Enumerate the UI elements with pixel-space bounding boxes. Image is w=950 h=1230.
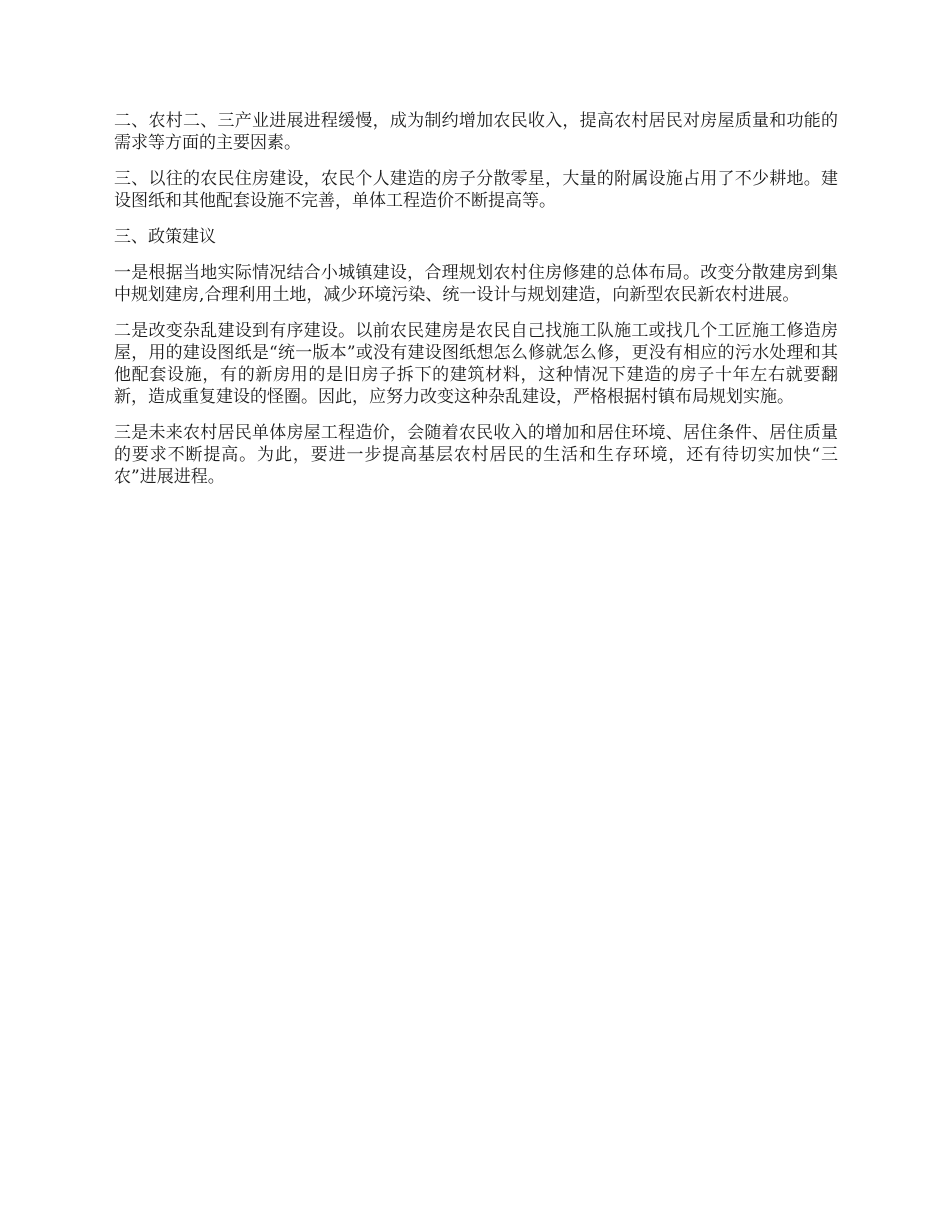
paragraph-suggestion-three: 三是未来农村居民单体房屋工程造价，会随着农民收入的增加和居住环境、居住条件、居住质量的要求不断提高。为此，要进一步提高基层农村居民的生活和生存环境，还有待切实加快“三农”进展进程。 <box>114 423 838 487</box>
paragraph-housing-construction: 三、以往的农民住房建设，农民个人建造的房子分散零星，大量的附属设施占用了不少耕地。建设图纸和其他配套设施不完善，单体工程造价不断提高等。 <box>114 169 838 211</box>
paragraph-suggestion-two: 二是改变杂乱建设到有序建设。以前农民建房是农民自己找施工队施工或找几个工匠施工修造房屋，用的建设图纸是“统一版本”或没有建设图纸想怎么修就怎么修，更没有相应的污水处理和其他配套设施，有的新房用的是旧房子拆下的建筑材料，这种情况下建造的房子十年左右就要翻新，造成重复建设的怪圈。因此，应努力改变这种杂乱建设，严格根据村镇布局规划实施。 <box>114 321 838 407</box>
paragraph-suggestion-one: 一是根据当地实际情况结合小城镇建设，合理规划农村住房修建的总体布局。改变分散建房到集中规划建房,合理利用土地，减少环境污染、统一设计与规划建造，向新型农民新农村进展。 <box>114 263 838 305</box>
paragraph-industry-progress: 二、农村二、三产业进展进程缓慢，成为制约增加农民收入，提高农村居民对房屋质量和功能的需求等方面的主要因素。 <box>114 111 838 153</box>
section-heading-policy-suggestions: 三、政策建议 <box>114 227 216 247</box>
document-body <box>114 110 838 502</box>
